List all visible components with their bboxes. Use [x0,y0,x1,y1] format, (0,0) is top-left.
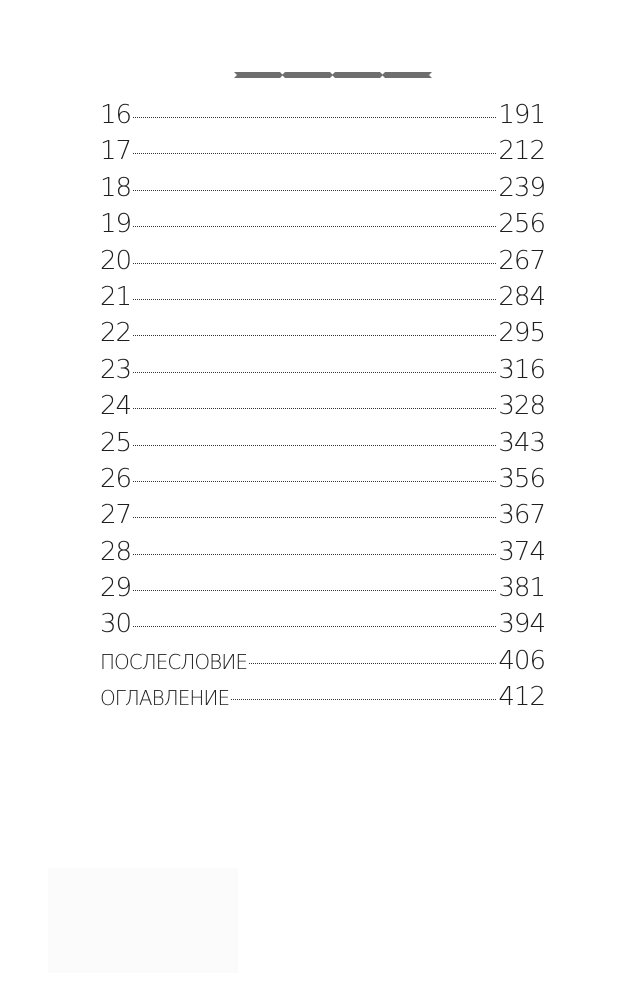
dot-leader [133,554,496,555]
toc-entry-page: 212 [498,136,545,167]
toc-entry-chapter-23[interactable] [100,352,545,388]
dot-leader [249,663,496,664]
toc-entry-label: 20 [100,245,132,276]
toc-entry-label: ПОСЛЕСЛОВИЕ [100,649,247,674]
dot-leader [133,517,496,518]
dot-leader [133,626,496,627]
toc-entry-label: 26 [100,463,132,494]
toc-entry-chapter-17[interactable] [100,133,545,169]
toc-entry-label: 18 [100,172,132,203]
toc-entry-label: 25 [100,427,132,458]
decorative-divider [234,70,432,80]
toc-entry-chapter-28[interactable] [100,534,545,570]
toc-entry-page: 295 [498,318,545,349]
dot-leader [133,263,496,264]
toc-entry-chapter-25[interactable] [100,425,545,461]
toc-entry-chapter-16[interactable] [100,97,545,133]
toc-entry-label: ОГЛАВЛЕНИЕ [100,686,230,711]
dot-leader [133,299,496,300]
toc-entry-chapter-27[interactable] [100,497,545,533]
toc-entry-contents[interactable] [100,679,545,715]
dot-leader [231,699,496,700]
toc-entry-label: 22 [100,318,132,349]
dot-leader [133,153,496,154]
dot-leader [133,481,496,482]
table-of-contents [100,97,545,716]
toc-entry-chapter-29[interactable] [100,570,545,606]
dot-leader [133,445,496,446]
toc-entry-page: 284 [498,281,545,312]
toc-entry-chapter-19[interactable] [100,206,545,242]
toc-entry-label: 16 [100,100,132,130]
toc-entry-page: 343 [498,427,545,458]
toc-entry-page: 256 [498,209,545,240]
toc-entry-afterword[interactable] [100,643,545,679]
toc-entry-chapter-24[interactable] [100,388,545,424]
dot-leader [133,335,496,336]
toc-entry-label: 19 [100,209,132,240]
dot-leader [133,190,496,191]
toc-entry-page: 381 [498,573,545,604]
toc-entry-page: 267 [498,245,545,276]
toc-entry-label: 28 [100,536,132,567]
toc-entry-chapter-26[interactable] [100,461,545,497]
toc-entry-page: 374 [498,536,545,567]
toc-entry-page: 394 [498,609,545,640]
toc-entry-label: 30 [100,609,132,640]
toc-entry-chapter-22[interactable] [100,315,545,351]
toc-entry-page: 367 [498,500,545,531]
toc-entry-label: 17 [100,136,132,167]
toc-entry-page: 412 [498,682,545,713]
toc-entry-page: 406 [498,645,545,676]
dot-leader [133,590,496,591]
toc-entry-page: 316 [498,354,545,385]
toc-entry-label: 29 [100,573,132,604]
toc-entry-chapter-20[interactable] [100,243,545,279]
dot-leader [133,372,496,373]
toc-entry-label: 23 [100,354,132,385]
toc-entry-chapter-18[interactable] [100,170,545,206]
toc-entry-page: 239 [498,172,545,203]
toc-entry-label: 27 [100,500,132,531]
dot-leader [133,226,496,227]
toc-entry-label: 24 [100,391,132,422]
toc-entry-page: 356 [498,463,545,494]
toc-entry-label: 21 [100,281,132,312]
toc-entry-page: 191 [498,100,545,130]
toc-entry-chapter-21[interactable] [100,279,545,315]
faint-page-mark [48,868,238,973]
dot-leader [133,408,496,409]
toc-entry-chapter-30[interactable] [100,606,545,642]
toc-entry-page: 328 [498,391,545,422]
dot-leader [133,117,496,118]
